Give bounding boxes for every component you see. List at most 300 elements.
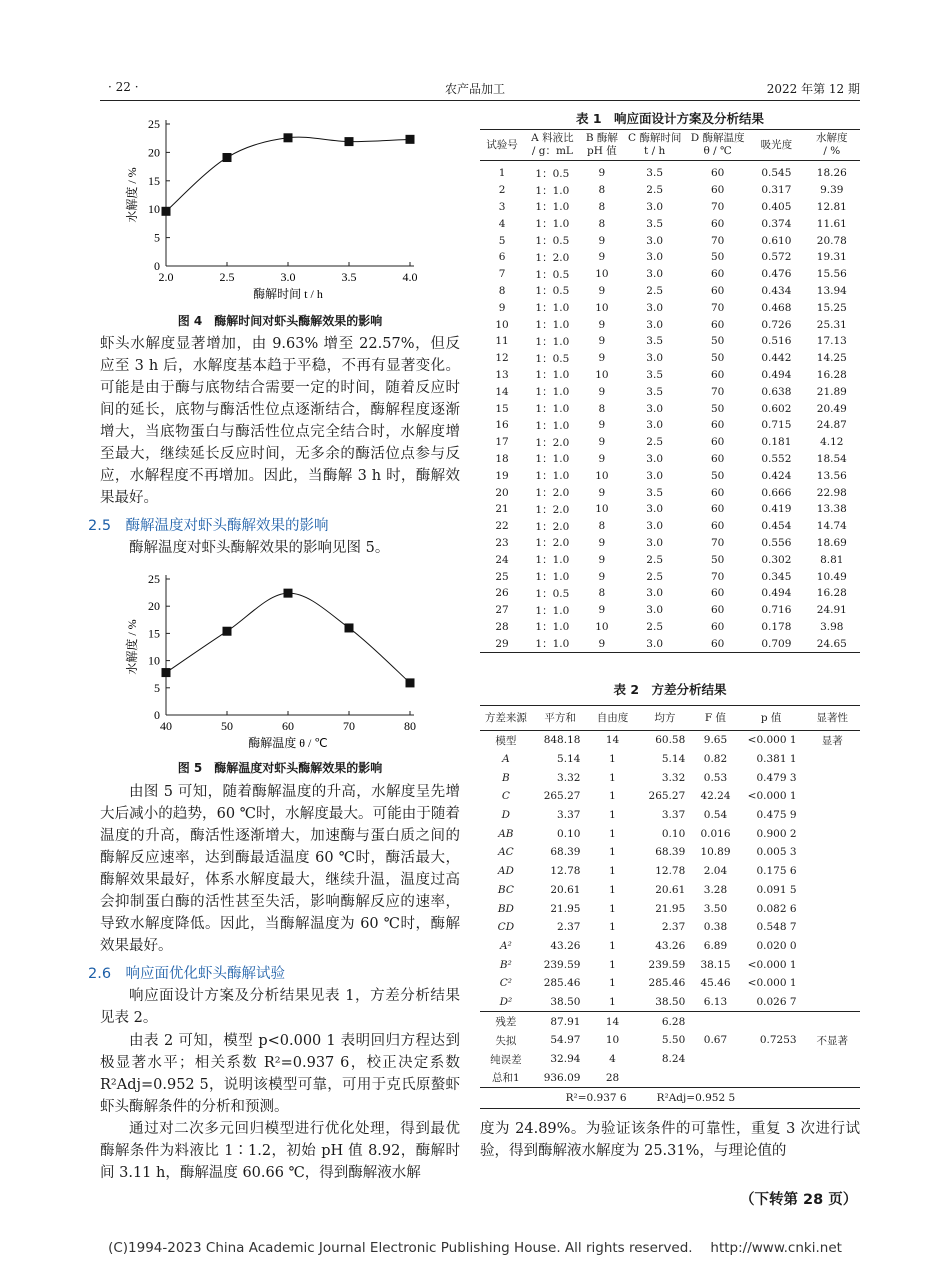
table-1-cell: 18.26: [816, 167, 847, 180]
table-1-row: [480, 283, 860, 300]
table-1-cell: 3.0: [646, 452, 663, 465]
fig5-y-tick-label: 5: [154, 680, 160, 695]
table-2-cell: [805, 937, 860, 956]
table-2-cell: 2.04: [703, 865, 728, 878]
table-1-cell: 0.374: [761, 217, 792, 230]
table-1-cell: 60: [710, 419, 725, 432]
table-1-header-text: B 酶解: [585, 132, 618, 144]
fig5-x-tick-label: 80: [404, 719, 416, 733]
table-1-cell: 9: [598, 570, 606, 583]
fig4-x-tick-label: 2.5: [219, 270, 235, 284]
left-paragraph-6: 通过对二次多元回归模型进行优化处理，得到最优酶解条件为料液比 1∶1.2，初始 pH 值 8.92，酶解时间 3.11 h，酶解温度 60.66 ℃，得到酶解液水解: [100, 1121, 460, 1181]
table-1-cell: 2.5: [646, 436, 663, 449]
figure-5-caption: 图 5 酶解温度对虾头酶解效果的影响: [177, 761, 383, 775]
table-1-cell: 9: [598, 335, 606, 348]
fig4-data-point: [223, 153, 232, 162]
table-1-row: [480, 249, 860, 266]
table-1-cell: 11: [495, 335, 509, 348]
table-1-cell: 70: [710, 536, 725, 549]
table-1-cell: 9: [598, 436, 606, 449]
table-1-cell: 10: [595, 301, 609, 314]
table-1-cell: 19: [495, 469, 509, 482]
table-2-cell: 2.37: [557, 921, 581, 934]
table-1-row: [480, 551, 860, 568]
table-1-cell: 1：1.0: [535, 621, 570, 634]
table-1-cell: 1：1.0: [535, 369, 570, 382]
table-1-cell: 3.0: [646, 301, 663, 314]
table-2-cell: 68.39: [655, 846, 686, 859]
table-1-cell: 10: [595, 620, 609, 633]
table-1-row: [480, 501, 860, 518]
fig5-y-tick-label: 15: [148, 626, 160, 641]
fig5-x-tick-label: 40: [160, 719, 172, 733]
table-2-row: [480, 1031, 860, 1050]
table-1-cell: 14: [495, 385, 509, 398]
table-1-cell: 9.39: [820, 184, 844, 197]
table-2-cell: <0.000 1: [747, 790, 797, 803]
table-2-cell: [805, 955, 860, 974]
table-1-cell: 60: [710, 184, 725, 197]
page-number: · 22 ·: [108, 80, 139, 94]
table-1-cell: 60: [710, 368, 725, 381]
table-2-cell: 12.78: [655, 865, 686, 878]
table-1-cell: 10: [595, 469, 609, 482]
table-2-header-cell: 平方和: [544, 711, 576, 724]
table-1-cell: 3.5: [646, 486, 663, 499]
table-1-cell: 0.494: [761, 587, 792, 600]
fig5-y-tick-label: 20: [148, 599, 160, 614]
table-2-cell: [805, 787, 860, 806]
table-2-cell: 0.548 7: [756, 921, 797, 934]
table-1-cell: 21: [495, 503, 509, 516]
fig4-y-tick-label: 10: [148, 202, 160, 217]
table-1-cell: 18.54: [816, 452, 847, 465]
table-2-row: [480, 806, 860, 825]
table-1-cell: 24.91: [816, 604, 847, 617]
fig4-x-tick-label: 4.0: [402, 270, 418, 284]
table-2-cell: A²: [499, 939, 512, 952]
table-1-row: [480, 602, 860, 619]
table-2-cell: 285.46: [543, 977, 581, 990]
table-2-cell: 1: [609, 827, 616, 840]
table-1-cell: 0.178: [761, 620, 792, 633]
table-2-cell: B: [502, 771, 510, 784]
table-1-cell: 60: [710, 284, 725, 297]
table-1-row: [480, 232, 860, 249]
left-paragraph-2: 酶解温度对虾头酶解效果的影响见图 5。: [129, 540, 390, 556]
table-1-row: [480, 467, 860, 484]
table-1-cell: 3.5: [646, 335, 663, 348]
table-1-cell: 21.89: [816, 385, 847, 398]
table-1-cell: 3.98: [820, 620, 844, 633]
table-1-cell: 6: [498, 251, 506, 264]
table-1-cell: 13.56: [816, 469, 847, 482]
table-1-cell: 16.28: [816, 587, 847, 600]
table-1-row: [480, 333, 860, 350]
table-1-cell: 1：1.0: [535, 403, 570, 416]
continued-note: （下转第 28 页）: [740, 1192, 858, 1208]
table-1-cell: 17.13: [816, 335, 847, 348]
table-1-cell: 2.5: [646, 553, 663, 566]
table-2-cell: 32.94: [550, 1053, 581, 1066]
table-1-cell: 7: [498, 268, 506, 281]
table-2-cell: [805, 1068, 860, 1087]
table-1-cell: 1：0.5: [535, 285, 570, 298]
fig4-y-tick-label: 0: [154, 259, 160, 273]
table-1-cell: 3.0: [646, 604, 663, 617]
table-1-cell: 9: [598, 486, 606, 499]
table-2-cell: 0.10: [557, 827, 581, 840]
fig4-x-tick-label: 2.0: [158, 270, 174, 284]
table-2-cell: 0.67: [703, 1034, 728, 1047]
figure-4-caption: 图 4 酶解时间对虾头酶解效果的影响: [177, 314, 383, 328]
table-1-cell: 9: [598, 284, 606, 297]
table-1-cell: 0.476: [761, 268, 792, 281]
table-2-cell: [738, 1012, 805, 1031]
table-2-cell: 纯误差: [490, 1053, 522, 1066]
table-1-header-row: [480, 130, 860, 161]
table-2-cell: 0.091 5: [756, 883, 797, 896]
table-1-cell: 3.0: [646, 318, 663, 331]
table-1-header-cell: [804, 130, 860, 161]
table-1-cell: 0.545: [761, 167, 792, 180]
table-2-cell: [805, 881, 860, 900]
table-1-header-cell: [581, 130, 623, 161]
table-1-cell: 1：2.0: [535, 520, 570, 533]
table-1-cell: 20.78: [816, 234, 847, 247]
table-1-cell: 0.552: [761, 452, 792, 465]
table-2-cell: [637, 1068, 694, 1087]
table-1-cell: 3.0: [646, 520, 663, 533]
table-1-cell: 16: [495, 419, 509, 432]
table-1-cell: 13.38: [816, 503, 847, 516]
table-1-cell: 3.0: [646, 469, 663, 482]
table-2-cell: [805, 768, 860, 787]
fig5-data-point: [223, 627, 232, 636]
table-1-cell: 3.0: [646, 251, 663, 264]
table-2-cell: 0.479 3: [756, 771, 797, 784]
table-1-header-cell: [686, 130, 749, 161]
table-2-cell: 1: [609, 902, 616, 915]
table-2-cell: 0.016: [700, 827, 731, 840]
table-2-cell: 0.381 1: [756, 753, 797, 766]
table-1-row: [480, 434, 860, 451]
table-2-cell: D: [501, 809, 511, 822]
table-2-cell: [805, 806, 860, 825]
table-1-cell: 4: [498, 217, 506, 230]
fig4-x-tick-label: 3.5: [341, 270, 357, 284]
table-2-cell: 1: [609, 958, 616, 971]
table-2-r2adj: R²Adj=0.952 5: [656, 1092, 736, 1105]
table-1-cell: 0.424: [761, 469, 792, 482]
fig5-series-line: [166, 593, 410, 683]
fig5-x-tick-label: 60: [282, 719, 294, 733]
table-2-cell: 14: [605, 1015, 620, 1028]
table-2-cell: 0.7253: [759, 1034, 797, 1047]
table-2-row: [480, 750, 860, 769]
table-2-cell: 显著: [821, 734, 843, 747]
fig5-data-point: [406, 678, 415, 687]
table-2-cell: 87.91: [550, 1015, 581, 1028]
section-2-6-heading: 2.6 响应面优化虾头酶解试验: [88, 966, 286, 982]
table-2-cell: 1: [609, 939, 616, 952]
table-2-cell: 9.65: [703, 734, 728, 747]
table-1-header-text: D 酶解温度: [690, 132, 745, 144]
table-1-cell: 1：2.0: [535, 251, 570, 264]
table-1-cell: 60: [710, 268, 725, 281]
table-1-cell: 3.0: [646, 503, 663, 516]
fig4-y-tick-label: 15: [148, 173, 160, 188]
table-2-cell: C: [501, 790, 510, 803]
table-2-row: [480, 974, 860, 993]
table-1-cell: 1：1.0: [535, 302, 570, 315]
table-2-cell: 28: [605, 1071, 620, 1084]
table-2-cell: 0.475 9: [756, 809, 797, 822]
table-2-cell: 38.50: [550, 995, 581, 1008]
table-2-cell: AD: [497, 865, 514, 878]
table-2-row: [480, 955, 860, 974]
table-1-header-cell: [524, 130, 581, 161]
table-2-cell: 总和1: [492, 1072, 520, 1085]
table-2-cell: 20.61: [550, 883, 581, 896]
table-2-cell: 43.26: [655, 939, 686, 952]
table-1-header-text: pH 值: [587, 145, 617, 157]
table-1-row: [480, 215, 860, 232]
table-1-row: [480, 266, 860, 283]
table-2-cell: 6.13: [703, 995, 728, 1008]
table-1-row: [480, 484, 860, 501]
table-1-cell: 1：2.0: [535, 436, 570, 449]
table-1-cell: 22: [495, 520, 509, 533]
fig4-series-line: [166, 137, 410, 211]
table-2-cell: 239.59: [543, 958, 581, 971]
table-2-cell: 0.10: [661, 827, 686, 840]
table-1-cell: 3.0: [646, 419, 663, 432]
left-paragraph-1: 虾头水解度显著增加，由 9.63% 增至 22.57%，但反应至 3 h 后，水解度基本趋于平稳，不再有显著变化。可能是由于酶与底物结合需要一定的时间，随着反应时间的延长，底物与酶活性位点逐渐结合，酶解程度逐渐增大，当底物蛋白与酶活性位点完全结合时，水解度增至最大，继续延长反应时间，无多余的酶活位点参与反应，水解程度不再增加。因此，当酶解 3 h 时，酶解效果最好。: [100, 336, 460, 506]
fig4-y-tick-label: 25: [148, 117, 160, 131]
fig5-x-tick-label: 70: [343, 719, 355, 733]
table-1-cell: 70: [710, 385, 725, 398]
table-1-cell: 1：0.5: [535, 352, 570, 365]
table-2-cell: 936.09: [543, 1071, 581, 1084]
table-1-cell: 10: [495, 318, 509, 331]
table-1-cell: 0.317: [761, 184, 792, 197]
table-1-cell: 60: [710, 217, 725, 230]
table-2-cell: 1: [609, 995, 616, 1008]
table-1-cell: 13: [495, 368, 509, 381]
table-1-cell: 70: [710, 301, 725, 314]
table-1-cell: 0.419: [761, 503, 792, 516]
table-2-cell: 0.175 6: [756, 865, 797, 878]
header-rule: [100, 100, 860, 101]
table-1-cell: 0.716: [761, 604, 792, 617]
table-1-cell: 1：2.0: [535, 503, 570, 516]
section-2-5-heading: 2.5 酶解温度对虾头酶解效果的影响: [88, 518, 329, 534]
fig4-data-point: [345, 137, 354, 146]
table-2-cell: 54.97: [550, 1034, 581, 1047]
fig4-x-tick-label: 3.0: [280, 270, 296, 284]
table-1-cell: 22.98: [816, 486, 847, 499]
table-1-cell: 1：0.5: [535, 268, 570, 281]
table-2-cell: 5.50: [661, 1034, 686, 1047]
table-2-cell: [693, 1012, 737, 1031]
table-2-title: 表 2 方差分析结果: [613, 682, 727, 697]
journal-name: 农产品加工: [444, 82, 505, 96]
table-1-cell: 50: [710, 469, 725, 482]
table-1-cell: 50: [710, 251, 725, 264]
table-2-cell: 12.78: [550, 865, 581, 878]
table-1-cell: 10: [595, 368, 609, 381]
table-1-cell: 0.302: [761, 553, 792, 566]
table-2-cell: [805, 843, 860, 862]
table-2-cell: [738, 1050, 805, 1069]
table-1-cell: 60: [710, 436, 725, 449]
table-1-cell: 50: [710, 352, 725, 365]
table-2-cell: 1: [609, 790, 616, 803]
table-2-cell: [805, 1050, 860, 1069]
fig4-x-label: 酶解时间 t / h: [253, 287, 323, 301]
table-1-cell: 60: [710, 604, 725, 617]
table-1-cell: 3.0: [646, 637, 663, 650]
fig5-x-label: 酶解温度 θ / ℃: [248, 736, 328, 750]
table-2-header-cell: 自由度: [596, 711, 629, 724]
table-1-cell: 25.31: [816, 318, 847, 331]
table-1-cell: 9: [598, 604, 606, 617]
table-1-cell: 3.0: [646, 402, 663, 415]
table-2-footer-row: [480, 1088, 860, 1109]
table-2-cell: B²: [499, 958, 512, 971]
issue-label: 2022 年第 12 期: [766, 82, 860, 96]
table-1-cell: 2.5: [646, 620, 663, 633]
table-1-cell: 0.638: [761, 385, 792, 398]
left-paragraph-4: 响应面设计方案及分析结果见表 1，方差分析结果见表 2。: [100, 988, 460, 1026]
fig4-y-tick-label: 5: [154, 230, 160, 245]
fig5-y-label: 水解度 / %: [125, 619, 139, 675]
table-2-row: [480, 1050, 860, 1069]
table-2-row: [480, 824, 860, 843]
table-1-cell: 1：1.0: [535, 638, 570, 651]
table-1-cell: 20.49: [816, 402, 847, 415]
fig4-y-label: 水解度 / %: [125, 167, 139, 223]
table-2-cell: 60.58: [655, 734, 686, 747]
table-1-cell: 12.81: [816, 200, 847, 213]
table-2-cell: 1: [609, 883, 616, 896]
table-1-cell: 60: [710, 503, 725, 516]
table-2-header-cell: 均方: [654, 711, 676, 724]
left-paragraph-5: 由表 2 可知，模型 p<0.000 1 表明回归方程达到极显著水平；相关系数 R²=0.937 6，校正决定系数 R²Adj=0.952 5，说明该模型可靠，可用于克氏原螯虾虾头酶解条件的分析和预测。: [100, 1033, 460, 1115]
table-1-cell: 3.0: [646, 536, 663, 549]
table-2-cell: [805, 918, 860, 937]
table-1-cell: 1：2.0: [535, 487, 570, 500]
table-2-cell: 0.026 7: [756, 995, 797, 1008]
table-2-cell: 43.26: [550, 939, 581, 952]
table-1-cell: 1：1.0: [535, 218, 570, 231]
table-2-header-cell: 方差来源: [484, 711, 527, 724]
table-2-cell: 0.020 0: [756, 939, 797, 952]
table-2-cell: 68.39: [550, 846, 581, 859]
table-2-cell: 5.14: [557, 753, 581, 766]
table-1-cell: 8.81: [820, 553, 844, 566]
table-1-cell: 14.74: [816, 520, 847, 533]
table-2-cell: 残差: [495, 1016, 517, 1029]
table-1-cell: 8: [598, 520, 606, 533]
table-2-row: [480, 937, 860, 956]
table-2-cell: 2.37: [661, 921, 686, 934]
table-1-cell: 70: [710, 200, 725, 213]
fig5-data-point: [345, 623, 354, 632]
table-2-row: [480, 731, 860, 750]
table-1-cell: 19.31: [816, 251, 847, 264]
table-2-cell: <0.000 1: [747, 977, 797, 990]
table-1-cell: 60: [710, 486, 725, 499]
table-1-cell: 10: [595, 268, 609, 281]
table-2-cell: 20.61: [655, 883, 686, 896]
table-2-cell: BD: [497, 902, 514, 915]
table-1-cell: 8: [598, 217, 606, 230]
figure-4-chart: [100, 112, 460, 308]
table-2-cell: CD: [497, 921, 515, 934]
table-2-cell: 6.28: [661, 1015, 686, 1028]
table-1-cell: 25: [495, 570, 509, 583]
table-1-cell: 9: [598, 637, 606, 650]
table-1-cell: 0.442: [761, 352, 792, 365]
table-1-cell: 1：1.0: [535, 335, 570, 348]
table-2-cell: 42.24: [700, 790, 731, 803]
table-1-cell: 0.610: [761, 234, 792, 247]
table-1-cell: 1：1.0: [535, 201, 570, 214]
table-1-cell: 0.666: [761, 486, 792, 499]
table-2-header-cell: 显著性: [816, 711, 849, 724]
table-1-cell: 1：1.0: [535, 184, 570, 197]
table-2-cell: 3.50: [703, 902, 728, 915]
table-2-cell: 265.27: [648, 790, 686, 803]
table-1-row: [480, 383, 860, 400]
table-1-cell: 23: [495, 536, 509, 549]
table-1-header-text: 试验号: [486, 138, 518, 151]
table-2-header-cell: F 值: [704, 711, 727, 724]
table-1-cell: 70: [710, 570, 725, 583]
fig4-y-tick-label: 20: [148, 145, 160, 160]
table-1-row: [480, 535, 860, 552]
table-2: [480, 705, 860, 1109]
table-2-cell: 0.082 6: [756, 902, 797, 915]
table-2-cell: [805, 862, 860, 881]
table-1-cell: 50: [710, 402, 725, 415]
table-2-cell: BC: [497, 883, 514, 896]
table-2-cell: [805, 750, 860, 769]
table-1-cell: 0.556: [761, 536, 792, 549]
table-1-row: [480, 585, 860, 602]
table-1-row: [480, 400, 860, 417]
table-2-cell: 21.95: [550, 902, 581, 915]
table-2-row: [480, 862, 860, 881]
table-2-row: [480, 768, 860, 787]
table-1-cell: 24: [495, 553, 509, 566]
table-1-cell: 0.572: [761, 251, 792, 264]
table-1-cell: 9: [498, 301, 506, 314]
table-1-cell: 1：1.0: [535, 419, 570, 432]
table-2-cell: AB: [498, 827, 514, 840]
table-1-cell: 60: [710, 452, 725, 465]
table-1-cell: 9: [598, 251, 606, 264]
table-2-cell: 0.54: [703, 809, 728, 822]
table-1-cell: 1：1.0: [535, 453, 570, 466]
table-1-cell: 0.454: [761, 520, 792, 533]
table-1-cell: 0.181: [761, 436, 792, 449]
table-1-cell: 2.5: [646, 284, 663, 297]
table-1-row: [480, 161, 860, 182]
table-1-cell: 3.5: [646, 368, 663, 381]
